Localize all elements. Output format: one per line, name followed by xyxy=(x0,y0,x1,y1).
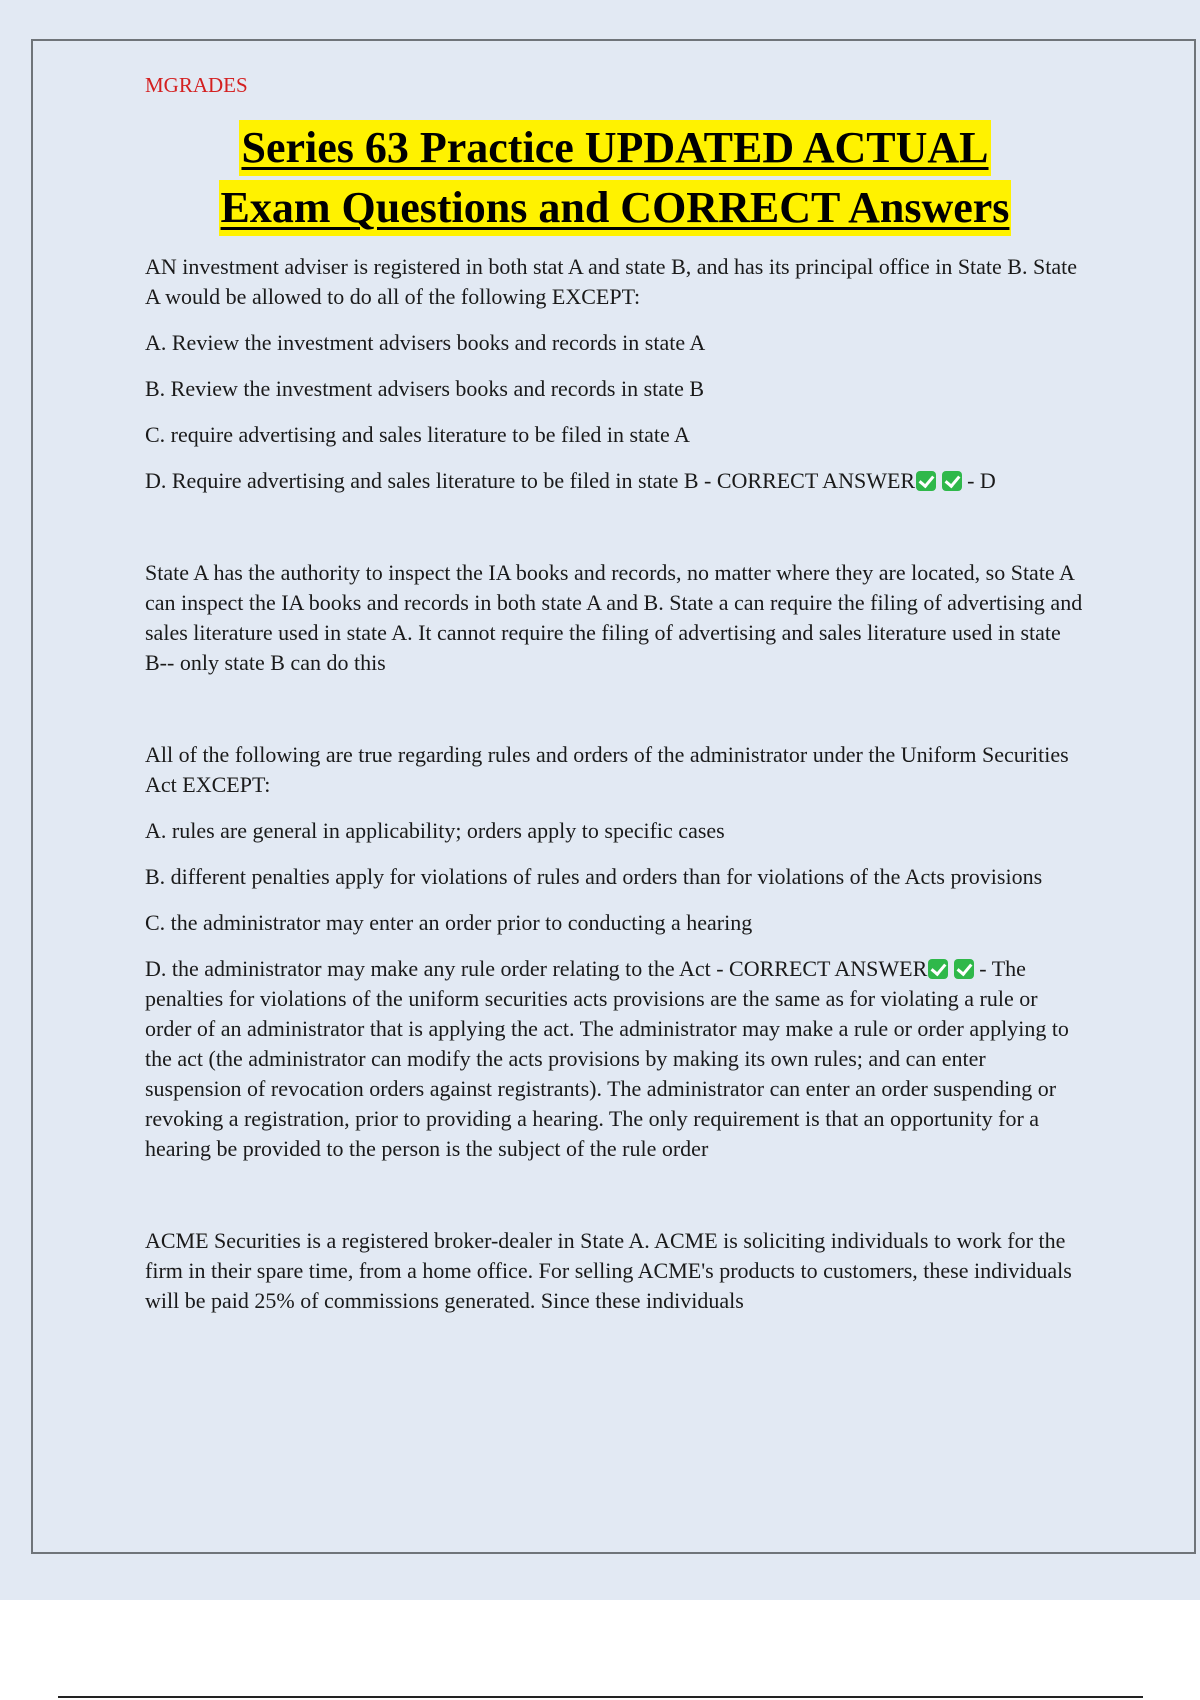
question-stem: ACME Securities is a registered broker-dealer in State A. ACME is soliciting individuals to work for the firm in their spare time, from a home office. For selling ACME's products to customers, these individuals will be paid 25% of commissions generated. Since these individuals xyxy=(145,1228,1072,1313)
answer-option-d xyxy=(145,466,1085,496)
title-line-2: Exam Questions and CORRECT Answers xyxy=(219,180,1012,236)
answer-option-d-text: D. the administrator may make any rule order relating to the Act - CORRECT ANSWER xyxy=(145,956,928,981)
footer-divider xyxy=(58,1696,1143,1698)
watermark-text: MGRADES xyxy=(145,73,248,97)
correct-answer-text: - D xyxy=(967,468,996,493)
document-title xyxy=(105,118,1125,238)
answer-option-a: A. Review the investment advisers books and records in state A xyxy=(145,330,706,355)
check-mark-icon xyxy=(916,471,936,491)
document-content xyxy=(145,72,1085,1332)
question-block-2 xyxy=(145,740,1085,1226)
check-mark-icon xyxy=(954,959,974,979)
answer-option-b: B. Review the investment advisers books and records in state B xyxy=(145,376,705,401)
answer-option-b: B. different penalties apply for violations of rules and orders than for violations of the Acts provisions xyxy=(145,864,1043,889)
question-block-3 xyxy=(145,1226,1085,1316)
question-stem: All of the following are true regarding rules and orders of the administrator under the Uniform Securities Act EXCEPT: xyxy=(145,742,1069,797)
spacer xyxy=(145,512,1085,558)
check-mark-icon xyxy=(928,959,948,979)
question-block-1 xyxy=(145,252,1085,740)
answer-option-d xyxy=(145,954,1085,1164)
spacer xyxy=(145,694,1085,740)
answer-option-c: C. require advertising and sales literature to be filed in state A xyxy=(145,422,690,447)
answer-option-c: C. the administrator may enter an order prior to conducting a hearing xyxy=(145,910,753,935)
correct-answer-text: - The penalties for violations of the uniform securities acts provisions are the same as for violating a rule or order of an administrator that is applying the act. The administrator may make a rule or order applying to the act (the administrator can modify the acts provisions by making its own rules; and can enter suspension of revocation orders against registrants). The administrator can enter an order suspending or revoking a registration, prior to providing a hearing. The only requirement is that an opportunity for a hearing be provided to the person is the subject of the rule order xyxy=(145,956,1069,1161)
answer-explanation: State A has the authority to inspect the IA books and records, no matter where they are located, so State A can inspect the IA books and records in both state A and B. State a can require the filing of advertising and sales literature used in state A. It cannot require the filing of advertising and sales literature used in state B-- only state B can do this xyxy=(145,560,1083,675)
title-line-1: Series 63 Practice UPDATED ACTUAL xyxy=(239,120,990,176)
question-stem: AN investment adviser is registered in both stat A and state B, and has its principal office in State B. State A would be allowed to do all of the following EXCEPT: xyxy=(145,254,1077,309)
answer-option-a: A. rules are general in applicability; orders apply to specific cases xyxy=(145,818,725,843)
answer-option-d-text: D. Require advertising and sales literature to be filed in state B - CORRECT ANSWER xyxy=(145,468,916,493)
check-mark-icon xyxy=(942,471,962,491)
spacer xyxy=(145,1180,1085,1226)
